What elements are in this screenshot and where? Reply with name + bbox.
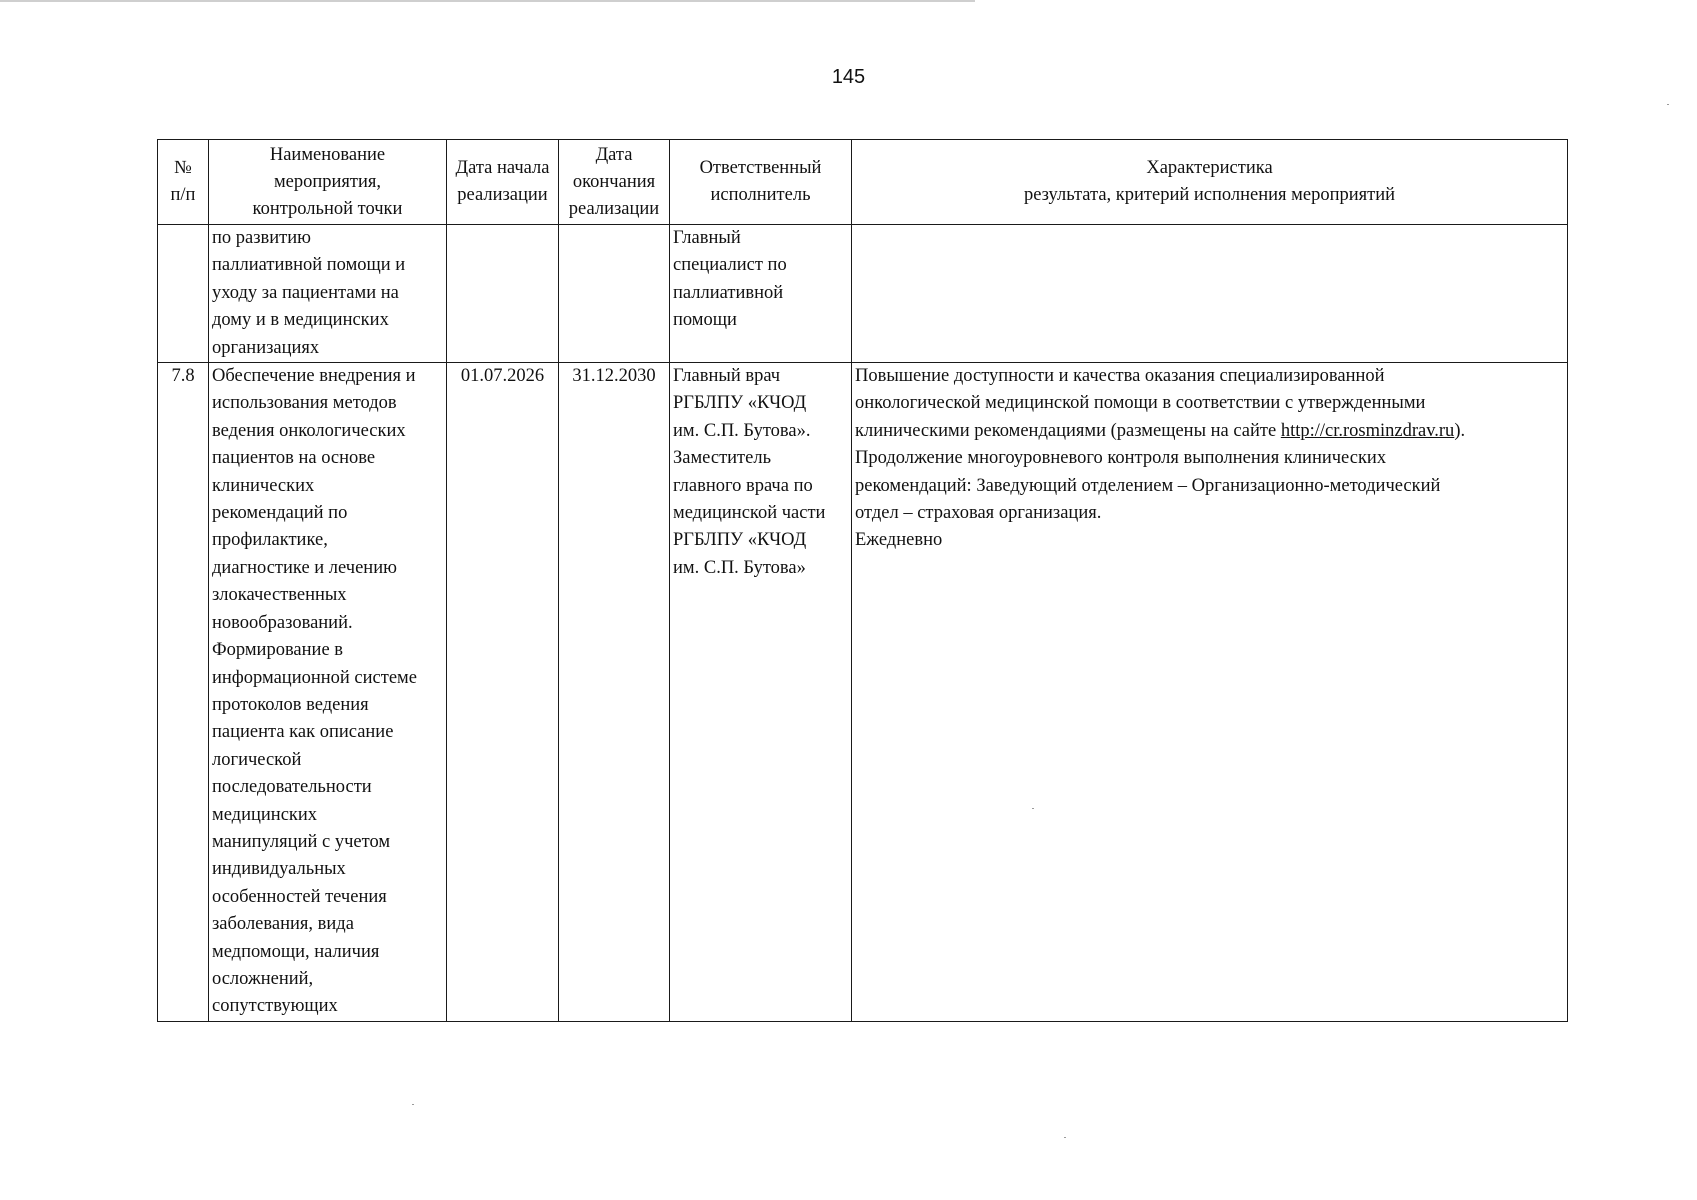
header-end-date: Дата окончания реализации bbox=[559, 140, 670, 225]
scan-top-edge bbox=[0, 0, 975, 2]
header-result: Характеристика результата, критерий исполнения мероприятий bbox=[852, 140, 1568, 225]
row-num-cell bbox=[158, 225, 209, 363]
row-name-cell: по развитию паллиативной помощи и уходу за пациентами на дому и в медицинских организациях bbox=[209, 225, 447, 363]
header-start-date: Дата начала реализации bbox=[447, 140, 559, 225]
header-num: № п/п bbox=[158, 140, 209, 225]
row-responsible-cell: Главный врач РГБЛПУ «КЧОД им. С.П. Бутова». Заместитель главного врача по медицинской части РГБЛПУ «КЧОД им. С.П. Бутова» bbox=[670, 363, 852, 1022]
result-line-with-link: клиническими рекомендациями (размещены на сайте http://cr.rosminzdrav.ru). bbox=[855, 420, 1466, 441]
scan-speck bbox=[412, 1104, 414, 1105]
row-name-cell: Обеспечение внедрения и использования методов ведения онкологических пациентов на основе клинических рекомендаций по профилактике, диагностике и лечению злокачественных новообразований. Формирование в информационной системе протоколов ведения пациента как описание логической последовательности медицинских манипуляций с учетом индивидуальных особенностей течения заболевания, вида медпомощи, наличия осложнений, сопутствующих bbox=[209, 363, 447, 1022]
header-responsible: Ответственный исполнитель bbox=[670, 140, 852, 225]
scan-speck bbox=[1064, 1137, 1066, 1138]
rosminzdrav-link[interactable]: http://cr.rosminzdrav.ru bbox=[1280, 420, 1455, 441]
scan-speck bbox=[1667, 104, 1669, 105]
row-num-cell: 7.8 bbox=[158, 363, 209, 1022]
row-end-cell bbox=[559, 225, 670, 363]
row-end-cell: 31.12.2030 bbox=[559, 363, 670, 1022]
scan-speck bbox=[1032, 808, 1034, 809]
table-row-7-8 bbox=[158, 363, 1568, 1022]
header-name: Наименование мероприятия, контрольной точки bbox=[209, 140, 447, 225]
page-number: 145 bbox=[831, 66, 866, 88]
row-start-cell bbox=[447, 225, 559, 363]
activities-table bbox=[157, 139, 1568, 1022]
table-header-row bbox=[158, 140, 1568, 225]
table-row-continued bbox=[158, 225, 1568, 363]
row-start-cell: 01.07.2026 bbox=[447, 363, 559, 1022]
row-result-cell: Повышение доступности и качества оказания специализированной онкологической медицинской помощи в соответствии с утвержденными клиническими рекомендациями (размещены на сайте http://cr.rosminzdrav.ru). Продолжение многоуровневого контроля выполнения клинических рекомендаций: Заведующий отделением – Организационно-методический отдел – страховая организация. Ежедневно bbox=[852, 363, 1568, 1022]
row-responsible-cell: Главный специалист по паллиативной помощи bbox=[670, 225, 852, 363]
row-result-cell bbox=[852, 225, 1568, 363]
